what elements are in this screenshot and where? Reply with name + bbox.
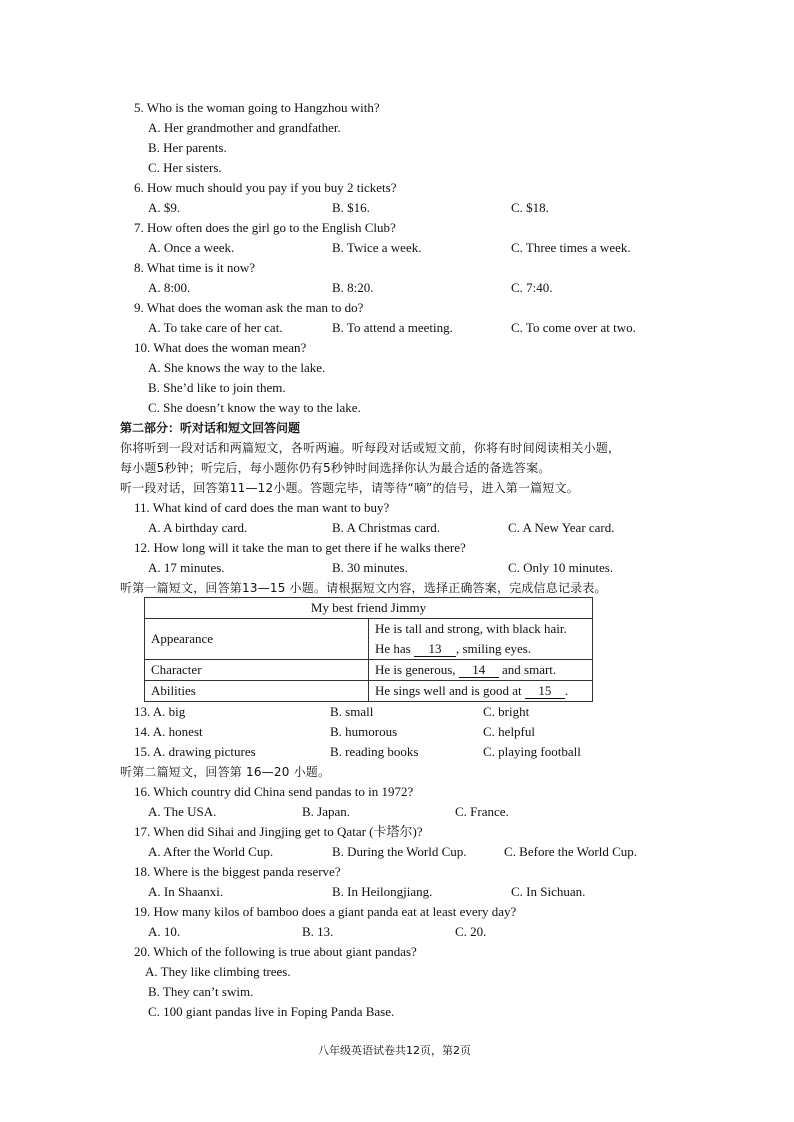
question-19-option-b: B. 13. — [302, 924, 334, 939]
question-17-option-c: C. Before the World Cup. — [504, 844, 638, 859]
question-19-option-c: C. 20. — [455, 924, 487, 939]
question-20-option-a: A. They like climbing trees. — [145, 964, 291, 979]
question-9-option-b: B. To attend a meeting. — [332, 320, 453, 335]
appearance-content — [369, 619, 593, 660]
question-17-stem: 17. When did Sihai and Jingjing get to Qatar (卡塔尔)? — [134, 824, 423, 839]
character-prefix: He is generous, — [375, 662, 456, 677]
appearance-label: Appearance — [145, 619, 369, 660]
question-5-stem: 5. Who is the woman going to Hangzhou with? — [134, 100, 380, 115]
part-2-intro-line-2: 每小题5秒钟；听完后，每小题你仍有5秒钟时间选择你认为最合适的备选答案。 — [120, 461, 551, 475]
question-10-stem: 10. What does the woman mean? — [134, 340, 307, 355]
question-7-option-b: B. Twice a week. — [332, 240, 422, 255]
blank-13: 13 — [414, 642, 456, 657]
passage-1-instructions: 听第一篇短文，回答第13—15 小题。请根据短文内容，选择正确答案，完成信息记录表。 — [120, 581, 607, 595]
question-11-option-b: B. A Christmas card. — [332, 520, 440, 535]
character-label: Character — [145, 660, 369, 681]
question-11-stem: 11. What kind of card does the man want to buy? — [134, 500, 390, 515]
question-6-option-c: C. $18. — [511, 200, 549, 215]
question-9-option-a: A. To take care of her cat. — [148, 320, 283, 335]
question-18-stem: 18. Where is the biggest panda reserve? — [134, 864, 341, 879]
question-10-option-c: C. She doesn’t know the way to the lake. — [148, 400, 361, 415]
question-13-option-b: B. small — [330, 704, 374, 719]
question-19-option-a: A. 10. — [148, 924, 181, 939]
question-16-option-a: A. The USA. — [148, 804, 217, 819]
question-8-option-b: B. 8:20. — [332, 280, 374, 295]
question-20-option-b: B. They can’t swim. — [148, 984, 254, 999]
question-13-option-a: 13. A. big — [134, 704, 186, 719]
question-16-option-b: B. Japan. — [302, 804, 351, 819]
question-12-option-b: B. 30 minutes. — [332, 560, 408, 575]
part-2-heading: 第二部分：听对话和短文回答问题 — [120, 421, 301, 435]
question-16-option-c: C. France. — [455, 804, 509, 819]
question-18-option-a: A. In Shaanxi. — [148, 884, 224, 899]
question-18-option-b: B. In Heilongjiang. — [332, 884, 433, 899]
appearance-line-2-suffix: , smiling eyes. — [456, 641, 532, 656]
dialog-instructions: 听一段对话，回答第11—12小题。答题完毕，请等待“嘀”的信号，进入第一篇短文。 — [120, 481, 579, 495]
question-8-option-a: A. 8:00. — [148, 280, 191, 295]
question-9-option-c: C. To come over at two. — [511, 320, 636, 335]
record-table-title: My best friend Jimmy — [145, 598, 593, 619]
question-13-option-c: C. bright — [483, 704, 530, 719]
question-10-option-a: A. She knows the way to the lake. — [148, 360, 326, 375]
information-record-table — [144, 597, 593, 702]
question-10-option-b: B. She’d like to join them. — [148, 380, 286, 395]
blank-15: 15 — [525, 684, 565, 699]
question-18-option-c: C. In Sichuan. — [511, 884, 586, 899]
question-6-option-b: B. $16. — [332, 200, 370, 215]
page-footer: 八年级英语试卷共12页，第2页 — [318, 1044, 471, 1057]
question-6-option-a: A. $9. — [148, 200, 181, 215]
question-5-option-a: A. Her grandmother and grandfather. — [148, 120, 341, 135]
question-9-stem: 9. What does the woman ask the man to do? — [134, 300, 364, 315]
question-8-option-c: C. 7:40. — [511, 280, 553, 295]
appearance-line-2-prefix: He has — [375, 641, 411, 656]
question-17-option-a: A. After the World Cup. — [148, 844, 274, 859]
question-14-option-a: 14. A. honest — [134, 724, 203, 739]
question-11-option-a: A. A birthday card. — [148, 520, 248, 535]
question-14-option-b: B. humorous — [330, 724, 398, 739]
abilities-content — [369, 681, 593, 702]
question-8-stem: 8. What time is it now? — [134, 260, 256, 275]
question-7-option-c: C. Three times a week. — [511, 240, 631, 255]
question-19-stem: 19. How many kilos of bamboo does a giant panda eat at least every day? — [134, 904, 517, 919]
question-16-stem: 16. Which country did China send pandas to in 1972? — [134, 784, 414, 799]
question-7-stem: 7. How often does the girl go to the English Club? — [134, 220, 396, 235]
blank-14: 14 — [459, 663, 499, 678]
question-20-stem: 20. Which of the following is true about giant pandas? — [134, 944, 417, 959]
question-12-option-c: C. Only 10 minutes. — [508, 560, 614, 575]
question-17-option-b: B. During the World Cup. — [332, 844, 467, 859]
part-2-intro-line-1: 你将听到一段对话和两篇短文，各听两遍。听每段对话或短文前，你将有时间阅读相关小题， — [120, 441, 621, 455]
question-20-option-c: C. 100 giant pandas live in Foping Panda Base. — [148, 1004, 395, 1019]
appearance-line-1: He is tall and strong, with black hair. — [375, 621, 567, 636]
question-15-option-a: 15. A. drawing pictures — [134, 744, 256, 759]
passage-2-instructions: 听第二篇短文，回答第 16—20 小题。 — [120, 765, 331, 779]
appearance-line-2 — [375, 639, 592, 659]
question-5-option-b: B. Her parents. — [148, 140, 227, 155]
question-12-option-a: A. 17 minutes. — [148, 560, 225, 575]
question-6-stem: 6. How much should you pay if you buy 2 tickets? — [134, 180, 397, 195]
question-12-stem: 12. How long will it take the man to get there if he walks there? — [134, 540, 466, 555]
question-14-option-c: C. helpful — [483, 724, 535, 739]
question-15-option-c: C. playing football — [483, 744, 581, 759]
character-content — [369, 660, 593, 681]
question-11-option-c: C. A New Year card. — [508, 520, 615, 535]
abilities-label: Abilities — [145, 681, 369, 702]
question-7-option-a: A. Once a week. — [148, 240, 235, 255]
abilities-suffix: . — [564, 683, 569, 698]
abilities-prefix: He sings well and is good at — [375, 683, 522, 698]
character-suffix: and smart. — [502, 662, 557, 677]
question-15-option-b: B. reading books — [330, 744, 419, 759]
question-5-option-c: C. Her sisters. — [148, 160, 222, 175]
